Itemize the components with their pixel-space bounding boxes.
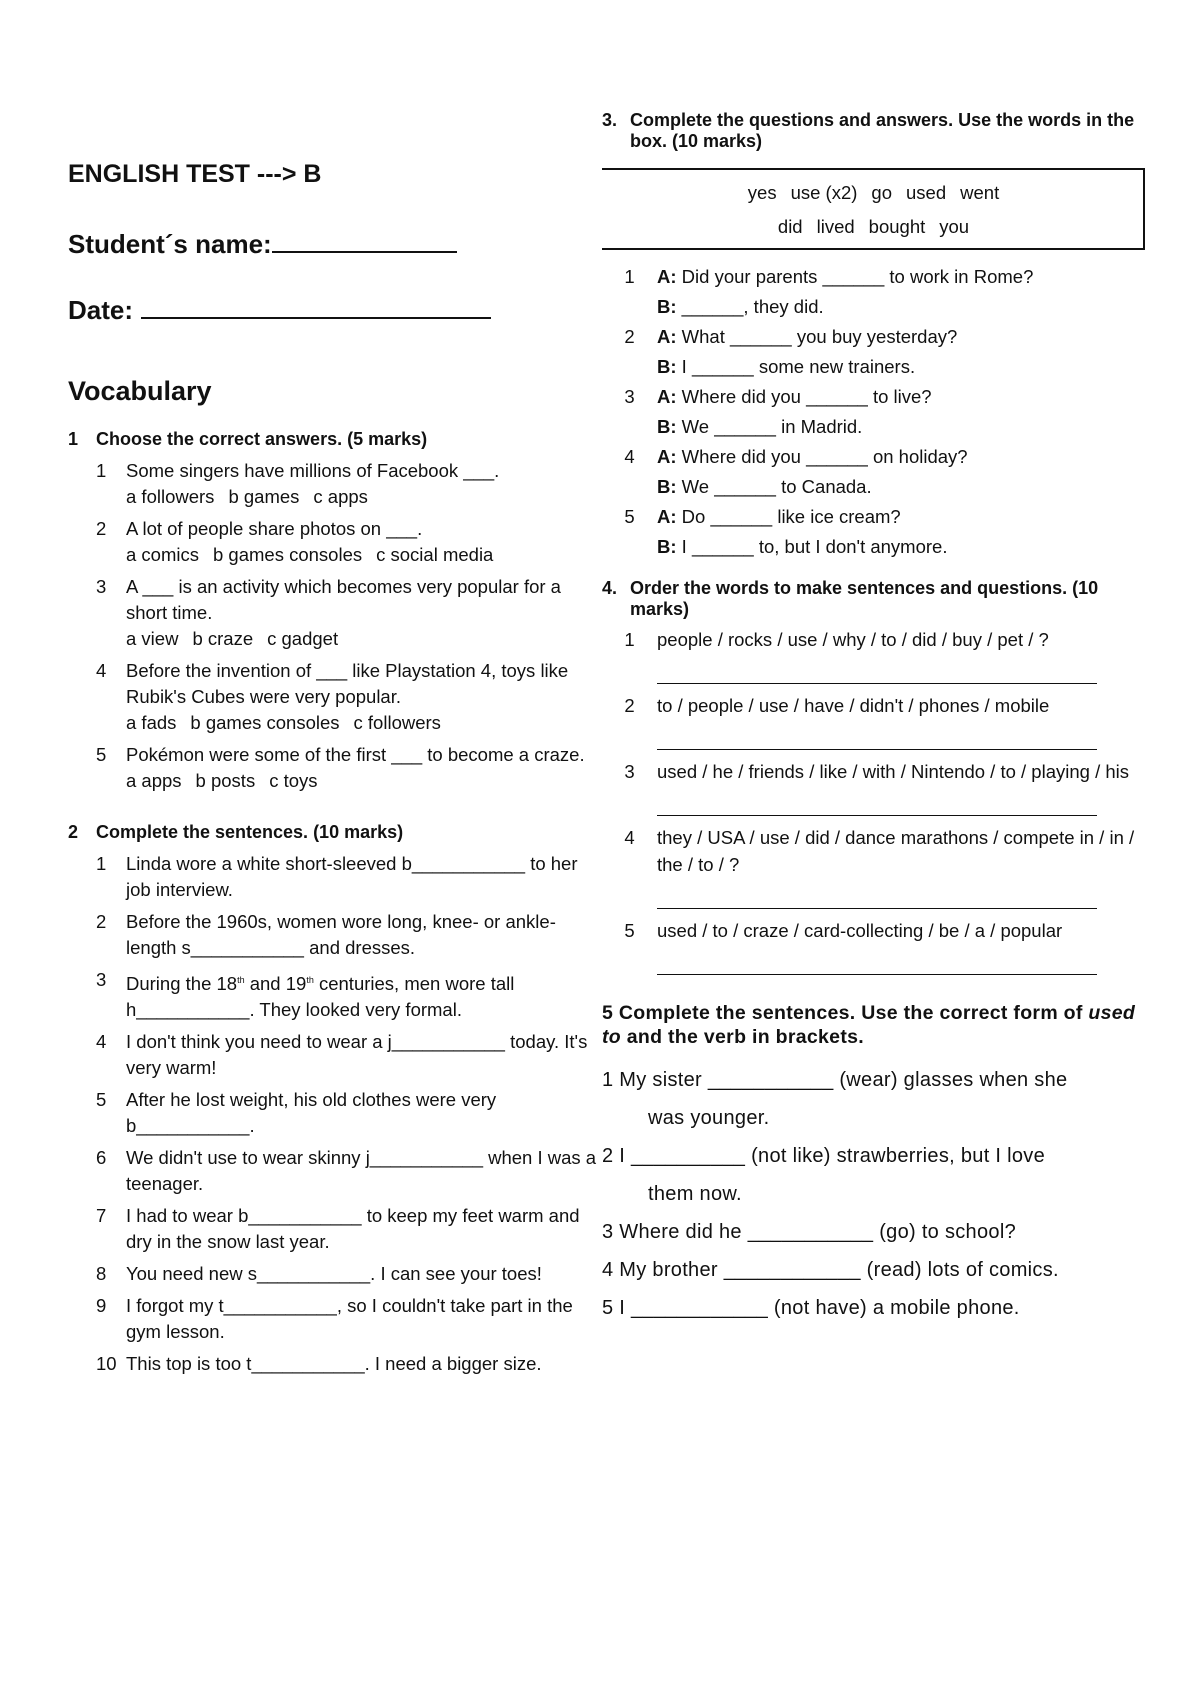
sentence-part: centuries, men wore tall h___________. They looked very formal. xyxy=(126,973,515,1021)
item-number-spacer xyxy=(602,412,657,442)
item-number xyxy=(68,1293,126,1345)
dialogue-line-a[interactable] xyxy=(602,382,1142,412)
sentence-part: During the 18 xyxy=(126,973,238,995)
list-item xyxy=(68,516,598,568)
answer-option[interactable]: a followers xyxy=(126,486,215,507)
list-item[interactable] xyxy=(602,1061,1142,1099)
dialogue-line-b[interactable] xyxy=(602,532,1142,562)
item-number xyxy=(68,1145,126,1197)
list-item xyxy=(68,658,598,736)
dialogue-text xyxy=(657,502,901,532)
item-sentence[interactable]: Linda wore a white short-sleeved b___________ to her job interview. xyxy=(126,853,578,900)
exercise-number: 5 xyxy=(602,1002,614,1024)
list-item xyxy=(602,626,1142,684)
item-number: 1 xyxy=(624,629,635,650)
answer-option[interactable]: a fads xyxy=(126,712,177,733)
word-box-word: use (x2) xyxy=(790,182,858,203)
exercise-5-heading xyxy=(602,1001,1142,1049)
dialogue-line: Where did you ______ on holiday? xyxy=(676,446,968,467)
speaker-label: A: xyxy=(657,506,677,527)
item-number: 2 xyxy=(624,695,635,716)
list-item-continuation: was younger. xyxy=(648,1107,770,1129)
item-number-text: 8 xyxy=(96,1263,107,1285)
answer-options xyxy=(126,768,598,794)
item-number: 5 xyxy=(624,920,635,941)
exercise-3-list xyxy=(602,262,1142,562)
exercise-4-heading xyxy=(602,578,1142,620)
item-number xyxy=(68,1203,126,1255)
speaker-label: B: xyxy=(657,476,677,497)
exercise-instruction-end: and the verb in brackets. xyxy=(621,1026,864,1048)
list-item xyxy=(68,1203,598,1255)
list-item xyxy=(68,909,598,961)
item-number-text: 2 xyxy=(96,911,107,932)
item-sentence: I __________ (not like) strawberries, but I love xyxy=(619,1145,1046,1167)
answer-options xyxy=(126,710,598,736)
dialogue-text xyxy=(657,532,947,562)
speaker-label: B: xyxy=(657,536,677,557)
word-box-word: you xyxy=(939,216,970,237)
exercise-number: 3. xyxy=(602,110,618,130)
answer-line[interactable] xyxy=(657,944,1097,975)
list-item xyxy=(68,574,598,652)
list-item xyxy=(68,742,598,794)
list-item xyxy=(602,824,1142,909)
list-item xyxy=(68,1293,598,1345)
item-body xyxy=(657,824,1142,909)
item-number-text: 2 xyxy=(96,518,107,539)
item-body xyxy=(657,692,1142,750)
dialogue-line: Did your parents ______ to work in Rome? xyxy=(676,266,1034,287)
answer-option[interactable]: c toys xyxy=(269,770,318,791)
word-box-word: bought xyxy=(868,216,926,237)
item-number xyxy=(68,574,126,652)
answer-option[interactable]: b games consoles xyxy=(213,544,363,565)
word-sequence: people / rocks / use / why / to / did / buy / pet / ? xyxy=(657,629,1049,650)
speaker-label: B: xyxy=(657,296,677,317)
answer-options xyxy=(126,484,598,510)
list-item[interactable] xyxy=(602,1137,1142,1175)
exercise-2-heading xyxy=(68,822,598,843)
list-item xyxy=(68,1261,598,1287)
date-label: Date: xyxy=(68,295,134,325)
dialogue-line-a[interactable] xyxy=(602,262,1142,292)
dialogue-line-a[interactable] xyxy=(602,442,1142,472)
dialogue-line: Where did you ______ to live? xyxy=(676,386,932,407)
exercise-1-list xyxy=(68,458,598,794)
item-body xyxy=(126,658,598,736)
dialogue-line: What ______ you buy yesterday? xyxy=(676,326,958,347)
test-title: ENGLISH TEST ---> B xyxy=(68,160,322,188)
item-number-spacer xyxy=(602,472,657,502)
dialogue-line: Do ______ like ice cream? xyxy=(676,506,901,527)
answer-options xyxy=(126,626,598,652)
word-sequence: they / USA / use / did / dance marathons / compete in / in / the / to / ? xyxy=(657,827,1135,875)
item-number xyxy=(68,458,126,510)
word-box-word: go xyxy=(871,182,892,203)
item-number-text: 3 xyxy=(96,576,107,597)
item-number xyxy=(68,851,126,903)
word-box-row xyxy=(602,210,1145,244)
item-number: 4 xyxy=(602,1259,620,1281)
dialogue-line-b[interactable] xyxy=(602,352,1142,382)
item-number xyxy=(68,1087,126,1139)
item-number-text: 10 xyxy=(96,1353,117,1375)
speaker-label: A: xyxy=(657,446,677,467)
list-item xyxy=(68,851,598,903)
item-sentence[interactable]: This top is too t___________. I need a bigger size. xyxy=(126,1353,542,1375)
answer-option[interactable]: a comics xyxy=(126,544,199,565)
word-sequence: used / he / friends / like / with / Nintendo / to / playing / his xyxy=(657,761,1129,782)
exercise-4-list xyxy=(602,626,1142,975)
student-name-field[interactable] xyxy=(68,229,598,260)
word-box-word: did xyxy=(777,216,803,237)
item-question: Before the invention of ___ like Playstation 4, toys like Rubik's Cubes were very popular. xyxy=(126,660,569,707)
dialogue-line: We ______ to Canada. xyxy=(676,476,872,497)
dialogue-text xyxy=(657,382,932,412)
item-number-text: 1 xyxy=(96,460,107,481)
answer-line[interactable] xyxy=(657,878,1097,909)
item-number xyxy=(68,1261,126,1287)
superscript: th xyxy=(237,975,245,985)
item-sentence: I ____________ (not have) a mobile phone. xyxy=(619,1297,1020,1319)
dialogue-text xyxy=(657,262,1033,292)
date-blank[interactable] xyxy=(141,295,491,319)
dialogue-text xyxy=(657,442,968,472)
exercise-instruction: Complete the sentences. (10 marks) xyxy=(96,822,404,842)
superscript: th xyxy=(306,975,314,985)
dialogue-line: I ______ some new trainers. xyxy=(676,356,916,377)
word-sequence: to / people / use / have / didn't / phones / mobile xyxy=(657,695,1050,716)
list-item xyxy=(68,1145,598,1197)
dialogue-text xyxy=(657,472,872,502)
word-box-row xyxy=(602,176,1145,210)
list-item[interactable] xyxy=(602,1251,1142,1289)
dialogue-text xyxy=(657,322,957,352)
answer-option[interactable]: c gadget xyxy=(267,628,339,649)
word-box-word: went xyxy=(960,182,1000,203)
answer-line[interactable] xyxy=(657,785,1097,816)
list-item xyxy=(68,967,598,1023)
dialogue-line-b[interactable] xyxy=(602,472,1142,502)
word-box-word: yes xyxy=(747,182,777,203)
list-item xyxy=(68,458,598,510)
item-number: 3 xyxy=(624,386,635,407)
list-item[interactable] xyxy=(602,1213,1142,1251)
list-item xyxy=(68,1351,598,1377)
exercise-instruction: Order the words to make sentences and questions. (10 marks) xyxy=(630,578,1099,619)
left-column xyxy=(68,150,598,1383)
right-column xyxy=(602,110,1142,1327)
exercise-instruction: Complete the questions and answers. Use the words in the box. (10 marks) xyxy=(630,110,1135,151)
item-number: 3 xyxy=(624,761,635,782)
exercise-number: 4. xyxy=(602,578,618,598)
item-sentence[interactable]: We didn't use to wear skinny j___________ when I was a teenager. xyxy=(126,1147,597,1195)
item-number-text: 5 xyxy=(96,1089,107,1111)
exercise-instruction-start: Complete the sentences. Use the correct form of xyxy=(618,1002,1089,1024)
answer-option[interactable]: b posts xyxy=(195,770,256,791)
item-number-text: 1 xyxy=(96,853,107,874)
dialogue-text xyxy=(657,412,862,442)
speaker-label: B: xyxy=(657,416,677,437)
item-number xyxy=(68,658,126,736)
item-number: 2 xyxy=(602,1145,620,1167)
item-number-spacer xyxy=(602,532,657,562)
item-number-spacer xyxy=(602,292,657,322)
list-item-continuation: them now. xyxy=(648,1183,742,1205)
exercise-2-list xyxy=(68,851,598,1377)
word-box xyxy=(602,168,1145,250)
dialogue-line: I ______ to, but I don't anymore. xyxy=(676,536,948,557)
dialogue-line-b[interactable] xyxy=(602,292,1142,322)
item-sentence[interactable]: I don't think you need to wear a j___________ today. It's very warm! xyxy=(126,1031,588,1079)
item-body xyxy=(126,458,598,510)
list-item xyxy=(602,758,1142,816)
item-number xyxy=(68,909,126,961)
item-question: A ___ is an activity which becomes very popular for a short time. xyxy=(126,576,561,623)
item-sentence[interactable]: I forgot my t___________, so I couldn't take part in the gym lesson. xyxy=(126,1295,573,1343)
item-sentence[interactable]: You need new s___________. I can see your toes! xyxy=(126,1263,542,1285)
item-body xyxy=(126,516,598,568)
word-box-word: lived xyxy=(816,216,855,237)
dialogue-line-a[interactable] xyxy=(602,322,1142,352)
item-sentence[interactable]: Before the 1960s, women wore long, knee- or ankle-length s___________ and dresses. xyxy=(126,911,556,958)
speaker-label: A: xyxy=(657,326,677,347)
answer-option[interactable]: c followers xyxy=(353,712,441,733)
list-item xyxy=(68,1029,598,1081)
student-name-label: Student´s name: xyxy=(68,229,272,259)
item-number-text: 6 xyxy=(96,1147,107,1169)
exercise-instruction: Choose the correct answers. (5 marks) xyxy=(96,429,428,449)
item-body xyxy=(657,626,1142,684)
speaker-label: A: xyxy=(657,386,677,407)
item-body xyxy=(126,742,598,794)
item-number xyxy=(68,516,126,568)
item-number: 3 xyxy=(602,1221,620,1243)
speaker-label: B: xyxy=(657,356,677,377)
student-name-blank[interactable] xyxy=(272,229,457,253)
word-box-top-border xyxy=(602,168,1145,170)
item-sentence: My sister ___________ (wear) glasses when she xyxy=(619,1069,1068,1091)
item-sentence[interactable] xyxy=(126,967,598,1023)
exercise-3-heading xyxy=(602,110,1142,152)
item-question: Some singers have millions of Facebook ___. xyxy=(126,460,500,481)
item-number-text: 5 xyxy=(96,744,107,765)
item-number: 5 xyxy=(602,1297,620,1319)
dialogue-line: ______, they did. xyxy=(676,296,824,317)
answer-options xyxy=(126,542,598,568)
item-body xyxy=(126,574,598,652)
item-number: 4 xyxy=(624,446,635,467)
answer-line[interactable] xyxy=(657,719,1097,750)
answer-option[interactable]: b games consoles xyxy=(190,712,340,733)
exercise-instruction-emphasis: used to xyxy=(602,1002,1136,1048)
date-field[interactable] xyxy=(68,295,598,326)
list-item xyxy=(602,917,1142,975)
exercise-1-heading xyxy=(68,429,598,450)
exercise-number: 1 xyxy=(68,429,79,449)
item-sentence: Where did he ___________ (go) to school? xyxy=(619,1221,1016,1243)
item-sentence: My brother ____________ (read) lots of comics. xyxy=(619,1259,1059,1281)
dialogue-line-a[interactable] xyxy=(602,502,1142,532)
answer-option[interactable]: c apps xyxy=(313,486,368,507)
item-sentence[interactable]: I had to wear b___________ to keep my feet warm and dry in the snow last year. xyxy=(126,1205,580,1253)
item-body xyxy=(657,917,1142,975)
item-number xyxy=(68,742,126,794)
item-question: A lot of people share photos on ___. xyxy=(126,518,423,539)
item-number: 5 xyxy=(624,506,635,527)
answer-option[interactable]: c social media xyxy=(376,544,494,565)
item-number xyxy=(68,967,126,1023)
dialogue-text xyxy=(657,352,915,382)
answer-option[interactable]: a view xyxy=(126,628,179,649)
dialogue-text xyxy=(657,292,824,322)
list-item[interactable] xyxy=(602,1289,1142,1327)
item-number: 1 xyxy=(602,1069,620,1091)
speaker-label: A: xyxy=(657,266,677,287)
item-number-text: 3 xyxy=(96,969,107,990)
section-vocabulary-title: Vocabulary xyxy=(68,376,212,406)
item-number-spacer xyxy=(602,352,657,382)
item-number-text: 4 xyxy=(96,660,107,681)
dialogue-line-b[interactable] xyxy=(602,412,1142,442)
answer-option[interactable]: a apps xyxy=(126,770,182,791)
sentence-part: and 19 xyxy=(244,973,307,995)
item-body xyxy=(657,758,1142,816)
item-number xyxy=(68,1351,126,1377)
item-number-text: 7 xyxy=(96,1205,107,1227)
item-number-text: 9 xyxy=(96,1295,107,1317)
list-item xyxy=(68,1087,598,1139)
answer-option[interactable]: b games xyxy=(228,486,300,507)
dialogue-line: We ______ in Madrid. xyxy=(676,416,863,437)
list-item xyxy=(602,692,1142,750)
item-number: 2 xyxy=(624,326,635,347)
word-sequence: used / to / craze / card-collecting / be / a / popular xyxy=(657,920,1063,941)
word-box-word: used xyxy=(906,182,947,203)
item-sentence[interactable]: After he lost weight, his old clothes were very b___________. xyxy=(126,1089,497,1137)
answer-option[interactable]: b craze xyxy=(192,628,254,649)
item-number xyxy=(68,1029,126,1081)
item-number: 4 xyxy=(624,827,635,848)
item-number-text: 4 xyxy=(96,1031,107,1053)
answer-line[interactable] xyxy=(657,653,1097,684)
item-number: 1 xyxy=(624,266,635,287)
item-question: Pokémon were some of the first ___ to become a craze. xyxy=(126,744,585,765)
exercise-number: 2 xyxy=(68,822,79,842)
exercise-5-list xyxy=(602,1061,1142,1327)
